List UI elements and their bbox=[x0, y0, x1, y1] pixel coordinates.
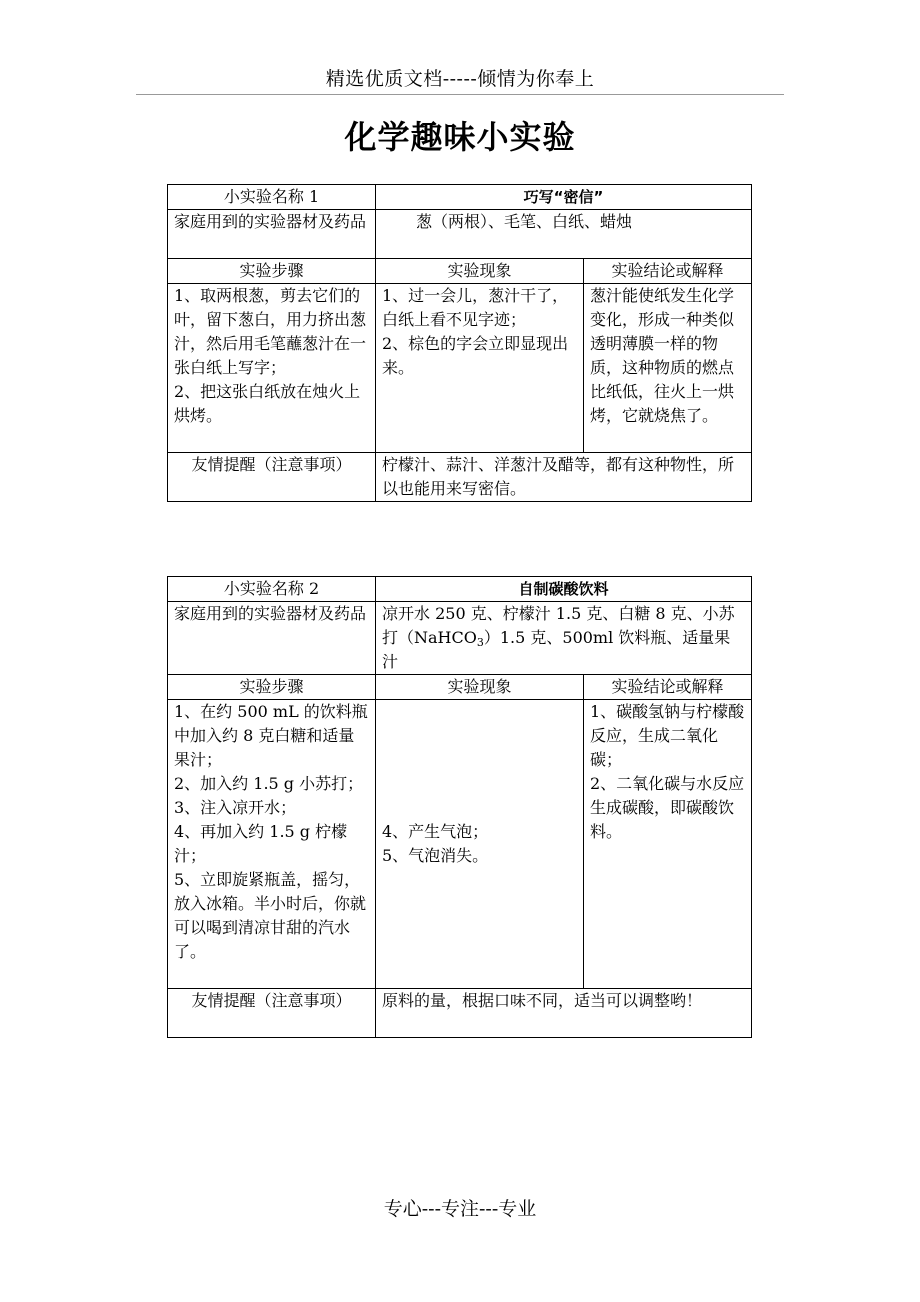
step-item: 1、在约 500 mL 的饮料瓶中加入约 8 克白糖和适量果汁； bbox=[174, 702, 368, 769]
experiment-name: 自制碳酸饮料 bbox=[376, 577, 752, 602]
experiment-table-2 bbox=[167, 576, 752, 1038]
step-item: 1、取两根葱，剪去它们的叶，留下葱白，用力挤出葱汁，然后用毛笔蘸葱汁在一张白纸上写字； bbox=[174, 286, 367, 377]
conclusion-cell bbox=[584, 284, 752, 453]
column-header-steps: 实验步骤 bbox=[168, 259, 376, 284]
experiment-table-1 bbox=[167, 184, 752, 502]
materials-text-post: ）1.5 克、500ml 饮料瓶、适量果汁 bbox=[382, 628, 731, 671]
steps-cell bbox=[168, 284, 376, 453]
step-item: 5、立即旋紧瓶盖，摇匀，放入冰箱。半小时后，你就可以喝到清凉甘甜的汽水了。 bbox=[174, 870, 367, 961]
phenomena-cell bbox=[376, 700, 584, 989]
tips-value: 柠檬汁、蒜汁、洋葱汁及醋等，都有这种物性，所以也能用来写密信。 bbox=[376, 453, 752, 502]
column-header-phenomena: 实验现象 bbox=[376, 675, 584, 700]
experiment-label: 小实验名称 2 bbox=[168, 577, 376, 602]
phenomena-cell bbox=[376, 284, 584, 453]
column-header-conclusion: 实验结论或解释 bbox=[584, 259, 752, 284]
page-footer: 专心---专注---专业 bbox=[383, 1198, 537, 1220]
column-header-conclusion: 实验结论或解释 bbox=[584, 675, 752, 700]
conclusion-item: 1、碳酸氢钠与柠檬酸反应，生成二氧化碳； bbox=[590, 702, 745, 769]
materials-label: 家庭用到的实验器材及药品 bbox=[168, 210, 376, 259]
conclusion-cell bbox=[584, 700, 752, 989]
conclusion-item: 葱汁能使纸发生化学变化，形成一种类似透明薄膜一样的物质，这种物质的燃点比纸低，往火上一烘烤，它就烧焦了。 bbox=[590, 286, 735, 425]
column-header-steps: 实验步骤 bbox=[168, 675, 376, 700]
materials-value: 葱（两根）、毛笔、白纸、蜡烛 bbox=[376, 210, 752, 259]
tips-value: 原料的量，根据口味不同，适当可以调整哟！ bbox=[376, 989, 752, 1038]
page-header: 精选优质文档-----倾情为你奉上 bbox=[325, 68, 595, 90]
experiment-label: 小实验名称 1 bbox=[168, 185, 376, 210]
column-header-phenomena: 实验现象 bbox=[376, 259, 584, 284]
tips-label: 友情提醒（注意事项） bbox=[168, 989, 376, 1038]
header-rule bbox=[136, 94, 784, 95]
step-item: 4、再加入约 1.5 g 柠檬汁； bbox=[174, 822, 348, 865]
page-title: 化学趣味小实验 bbox=[344, 118, 576, 156]
experiment-name: 巧写“密信” bbox=[376, 185, 752, 210]
steps-cell bbox=[168, 700, 376, 989]
phenomenon-item: 1、过一会儿，葱汁干了，白纸上看不见字迹； bbox=[382, 286, 569, 329]
conclusion-item: 2、二氧化碳与水反应生成碳酸，即碳酸饮料。 bbox=[590, 774, 745, 841]
materials-text-pre: 凉开水 250 克、柠檬汁 1.5 克、白糖 8 克、小苏打（NaHCO bbox=[382, 604, 735, 647]
materials-value bbox=[376, 602, 752, 675]
step-item: 2、加入约 1.5 g 小苏打； bbox=[174, 774, 364, 793]
materials-label: 家庭用到的实验器材及药品 bbox=[168, 602, 376, 675]
phenomenon-item: 2、棕色的字会立即显现出来。 bbox=[382, 334, 569, 377]
phenomenon-item: 4、产生气泡； bbox=[382, 822, 489, 841]
phenomenon-item: 5、气泡消失。 bbox=[382, 846, 489, 865]
step-item: 2、把这张白纸放在烛火上烘烤。 bbox=[174, 382, 361, 425]
step-item: 3、注入凉开水； bbox=[174, 798, 297, 817]
materials-subscript: 3 bbox=[476, 636, 484, 649]
tips-label: 友情提醒（注意事项） bbox=[168, 453, 376, 502]
